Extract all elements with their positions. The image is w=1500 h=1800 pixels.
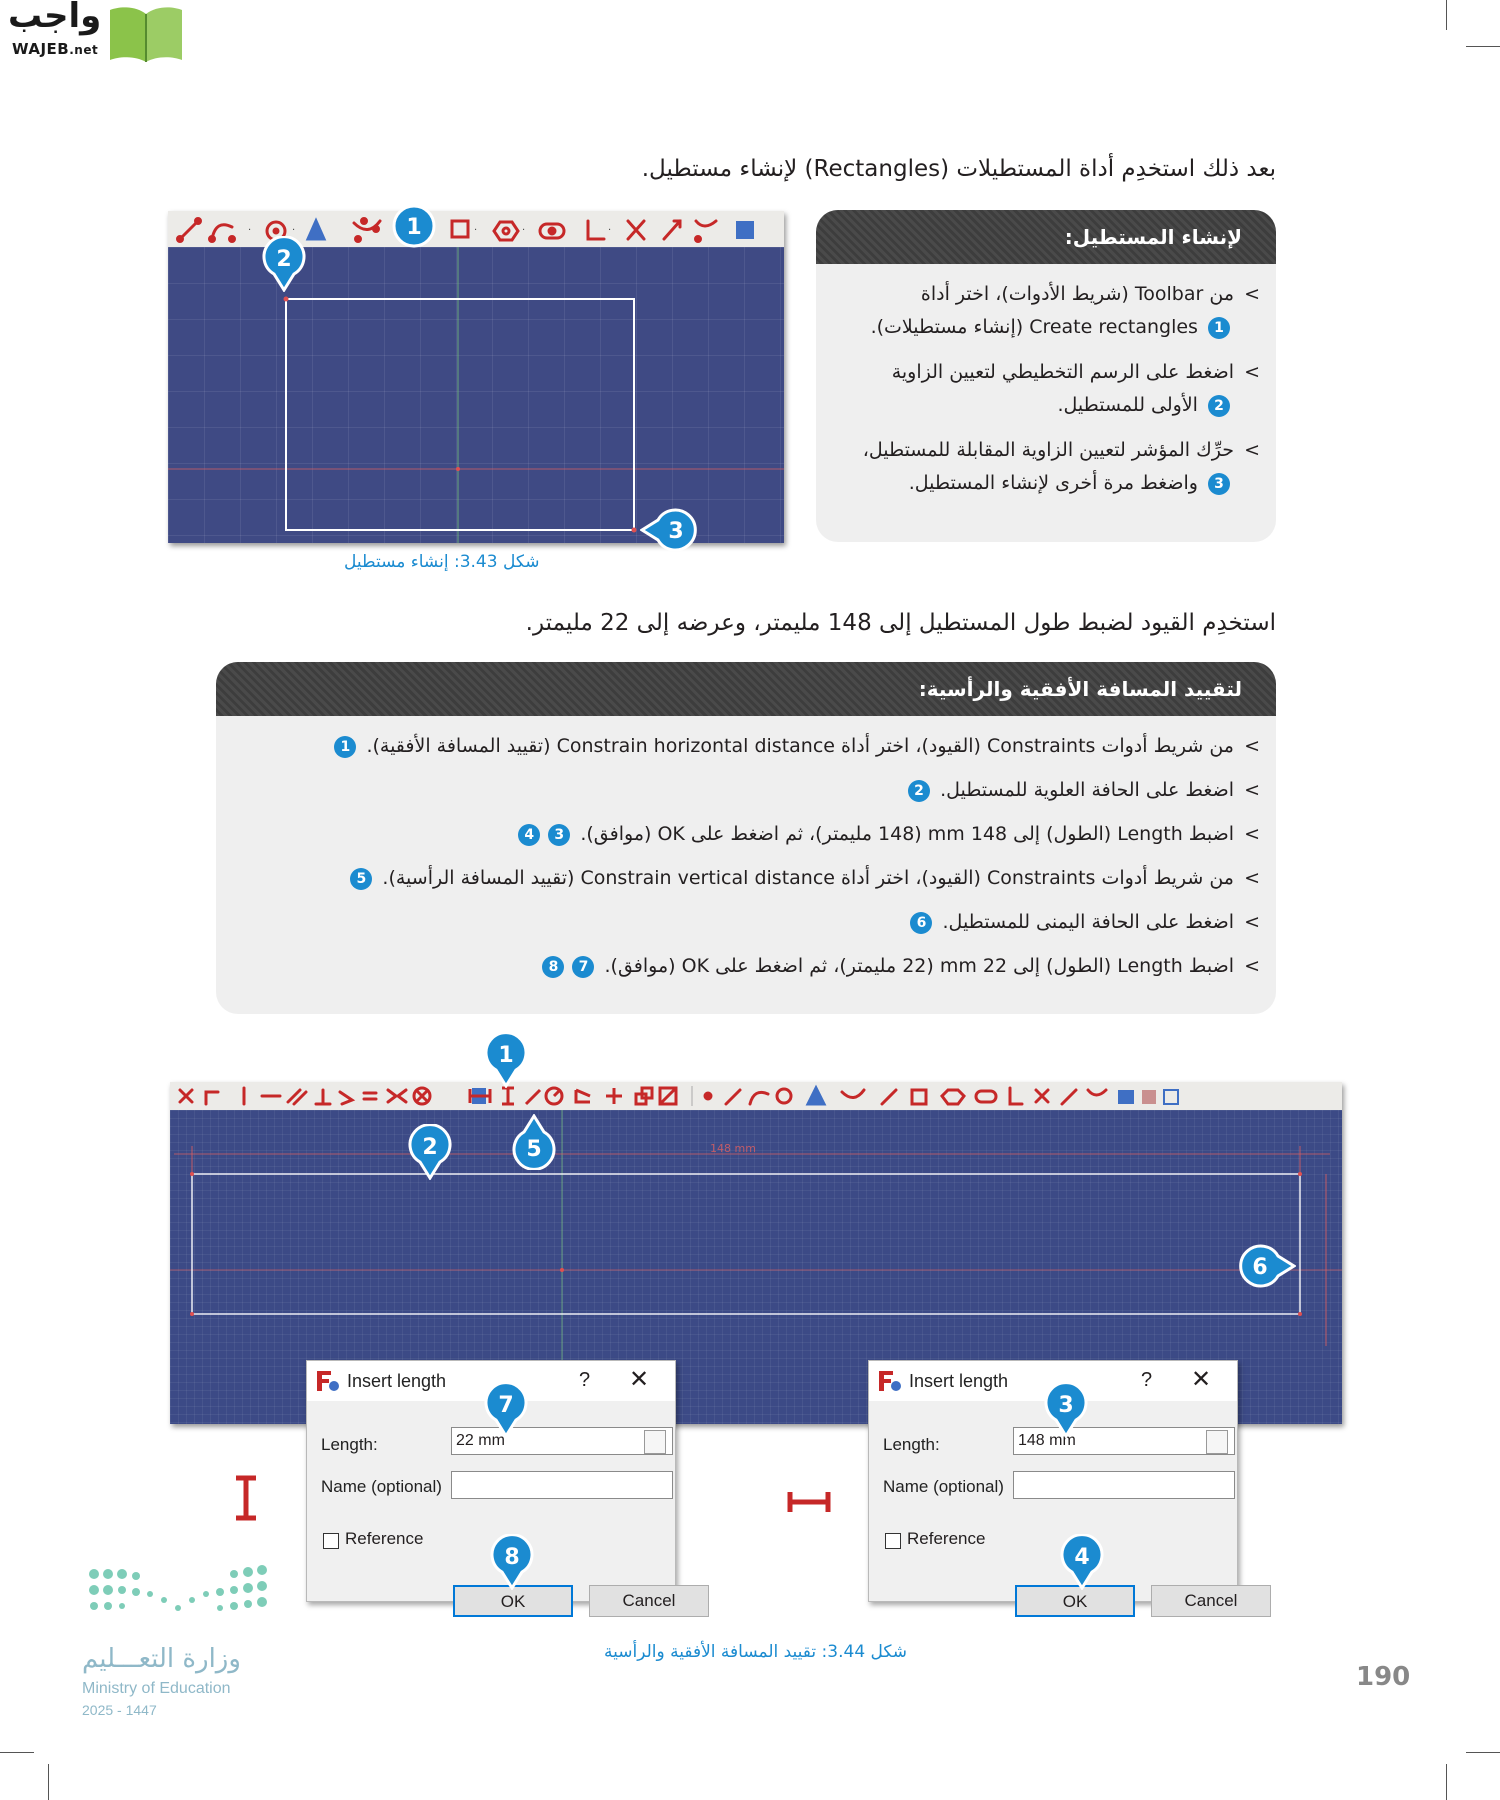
svg-text:7: 7	[498, 1393, 514, 1418]
constraint-intro-text: استخدِم القيود لضبط طول المستطيل إلى 148 مليمتر، وعرضه إلى 22 مليمتر.	[525, 610, 1276, 636]
sketch-canvas[interactable]	[168, 247, 784, 543]
svg-text:2: 2	[422, 1135, 438, 1160]
sketch-toolbar	[168, 211, 784, 248]
panel2-step-5: > اضغط على الحافة اليمنى للمستطيل. 6	[274, 906, 1234, 939]
length-input[interactable]: 22 mm	[451, 1427, 673, 1455]
name-input[interactable]	[451, 1471, 673, 1499]
cancel-button[interactable]: Cancel	[1151, 1585, 1271, 1617]
svg-text:3: 3	[668, 519, 684, 544]
svg-text:·: ·	[474, 225, 478, 236]
length-spinner[interactable]	[644, 1430, 666, 1454]
crop-mark	[48, 1764, 49, 1800]
close-button[interactable]: ✕	[1191, 1366, 1212, 1393]
logo-arabic-text: واجب	[8, 0, 102, 36]
crop-mark	[1446, 0, 1447, 30]
length-input[interactable]: 148 mm	[1013, 1427, 1235, 1455]
svg-text:2: 2	[276, 247, 292, 272]
svg-text:5: 5	[526, 1137, 542, 1162]
name-input[interactable]	[1013, 1471, 1235, 1499]
freecad-icon	[877, 1369, 903, 1393]
cancel-button[interactable]: Cancel	[589, 1585, 709, 1617]
figure-caption-3-44: شكل 3.44: تقييد المسافة الأفقية والرأسية	[604, 1642, 908, 1662]
svg-text:1: 1	[406, 215, 422, 240]
panel1-step-3: > حرِّك المؤشر لتعيين الزاوية المقابلة للمستطيل، 3 واضغط مرة أخرى لإنشاء المستطيل.	[862, 439, 1260, 494]
length-spinner[interactable]	[1206, 1430, 1228, 1454]
panel2-step-6: > اضبط Length (الطول) إلى 22 mm (22 مليمتر)، ثم اضغط على OK (موافق). 78	[274, 950, 1234, 983]
wajeb-logo	[0, 0, 182, 62]
reference-label: Reference	[907, 1529, 986, 1548]
callout-f2-8	[490, 1534, 540, 1590]
toolbar-icons	[168, 211, 784, 247]
ministry-year: 2025 - 1447	[82, 1702, 157, 1718]
rectangle-drawing	[168, 247, 784, 543]
svg-text:4: 4	[1074, 1545, 1090, 1570]
dialog-title: Insert length	[347, 1371, 447, 1391]
logo-latin-text: WAJEB.net	[12, 40, 99, 58]
ministry-arabic: وزارة التعـــليم	[82, 1644, 241, 1674]
dialog-title: Insert length	[909, 1371, 1009, 1391]
ok-button[interactable]: OK	[453, 1585, 573, 1617]
svg-text:6: 6	[1252, 1255, 1268, 1280]
callout-f2-4	[1060, 1534, 1110, 1590]
svg-text:·: ·	[608, 225, 612, 236]
svg-text:8: 8	[504, 1545, 520, 1570]
freecad-icon	[315, 1369, 341, 1393]
reference-checkbox[interactable]	[323, 1533, 339, 1549]
book-icon	[106, 4, 186, 64]
panel2-title: لتقييد المسافة الأفقية والرأسية:	[216, 662, 1276, 716]
svg-text:1: 1	[498, 1043, 514, 1068]
crop-mark	[0, 1752, 34, 1753]
create-rectangle-panel	[816, 210, 1276, 542]
help-button[interactable]: ?	[1141, 1369, 1153, 1391]
figure-caption-3-43: شكل 3.43: إنشاء مستطيل	[344, 552, 540, 572]
reference-label: Reference	[345, 1529, 424, 1548]
panel2-step-3: > اضبط Length (الطول) إلى 148 mm (148 مليمتر)، ثم اضغط على OK (موافق). 34	[274, 818, 1234, 851]
constraints-toolbar	[170, 1082, 1342, 1111]
callout-f2-5	[512, 1114, 562, 1170]
name-label: Name (optional)	[321, 1477, 442, 1496]
callout-3	[640, 506, 700, 556]
panel1-step-1: > من Toolbar (شريط الأدوات)، اختر أداة 1 Create rectangles (إنشاء مستطيلات).	[870, 283, 1260, 338]
constrain-distance-panel	[216, 662, 1276, 1014]
callout-f2-3	[1044, 1382, 1094, 1438]
horizontal-distance-icon	[786, 1488, 832, 1516]
panel1-step-2: > اضغط على الرسم التخطيطي لتعيين الزاوية 2 الأولى للمستطيل.	[891, 361, 1260, 416]
panel2-step-1: > من شريط أدوات Constraints (القيود)، اختر أداة Constrain horizontal distance (تقييد المسافة الأفقية). 1	[274, 730, 1234, 763]
length-label: Length:	[883, 1435, 940, 1454]
intro-text: بعد ذلك استخدِم أداة المستطيلات (Rectangles) لإنشاء مستطيل.	[641, 156, 1276, 182]
callout-2	[262, 236, 312, 292]
crop-mark	[1466, 1752, 1500, 1753]
panel2-step-4: > من شريط أدوات Constraints (القيود)، اختر أداة Constrain vertical distance (تقييد المسافة الرأسية). 5	[274, 862, 1234, 895]
callout-f2-6	[1236, 1242, 1296, 1292]
page-number: 190	[1356, 1662, 1411, 1692]
panel2-step-2: > اضغط على الحافة العلوية للمستطيل. 2	[274, 774, 1234, 807]
panel-title: لإنشاء المستطيل:	[816, 210, 1276, 264]
svg-text:·: ·	[292, 225, 296, 236]
ok-button[interactable]: OK	[1015, 1585, 1135, 1617]
svg-text:·: ·	[248, 225, 252, 236]
ministry-dots-emblem	[84, 1564, 274, 1624]
svg-text:3: 3	[1058, 1393, 1074, 1418]
callout-f2-1	[484, 1032, 534, 1088]
callout-1	[392, 204, 442, 254]
help-button[interactable]: ?	[579, 1369, 591, 1391]
ministry-of-education-logo	[80, 1560, 280, 1730]
constraints-toolbar-icons	[170, 1082, 1342, 1110]
crop-mark	[1466, 46, 1500, 47]
crop-mark	[1446, 1764, 1447, 1800]
callout-f2-7	[484, 1382, 534, 1438]
length-label: Length:	[321, 1435, 378, 1454]
close-button[interactable]: ✕	[629, 1366, 650, 1393]
callout-f2-2	[408, 1124, 458, 1180]
vertical-distance-icon	[232, 1474, 260, 1522]
name-label: Name (optional)	[883, 1477, 1004, 1496]
rectangle-screenshot	[168, 211, 784, 543]
svg-text:·: ·	[522, 225, 526, 236]
ministry-english: Ministry of Education	[82, 1680, 231, 1697]
svg-text:148 mm: 148 mm	[710, 1142, 756, 1155]
reference-checkbox[interactable]	[885, 1533, 901, 1549]
